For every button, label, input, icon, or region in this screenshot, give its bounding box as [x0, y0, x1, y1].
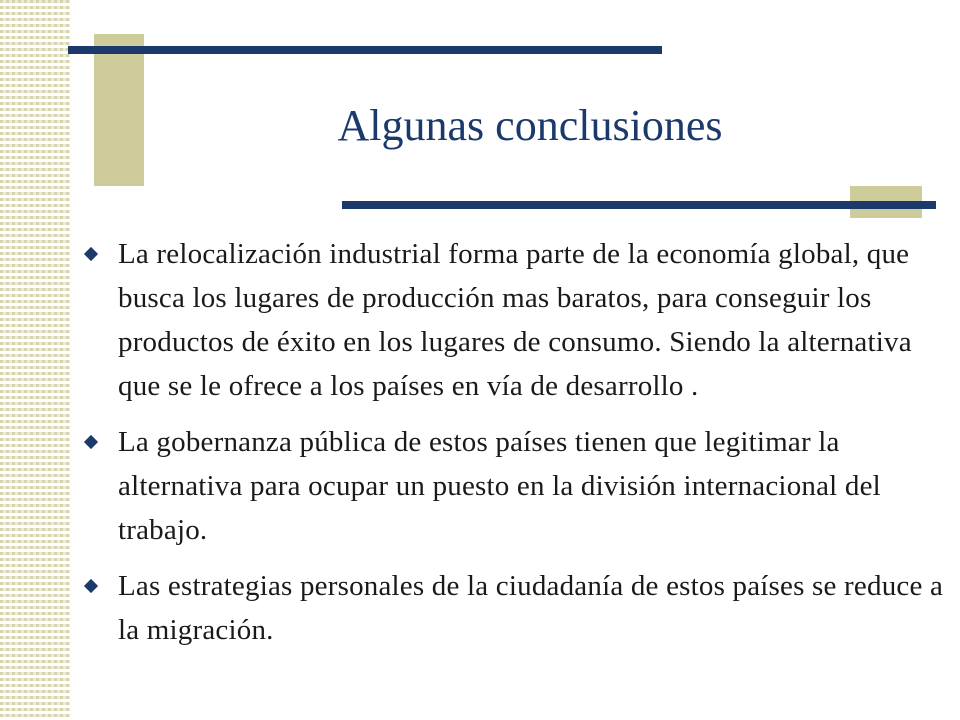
diamond-bullet-icon — [84, 247, 98, 261]
diamond-bullet-icon — [84, 435, 98, 449]
bullet-item — [84, 564, 946, 652]
bullet-item — [84, 420, 946, 552]
bullet-text: La relocalización industrial forma parte de la economía global, que busca los lugares de producción mas baratos, para conseguir los productos de éxito en los lugares de consumo. Siendo la alternativa que se le ofrece a los países en vía de desarrollo . — [118, 238, 912, 402]
bullet-text: Las estrategias personales de la ciudadanía de estos países se reduce a la migración. — [118, 570, 944, 646]
bullet-list — [84, 232, 946, 664]
bullet-text: La gobernanza pública de estos países tienen que legitimar la alternativa para ocupar un puesto en la división internacional del trabajo. — [118, 426, 881, 546]
title-rule-top — [68, 46, 662, 54]
slide-title: Algunas conclusiones — [337, 101, 723, 150]
title-rule-bottom — [342, 201, 936, 209]
accent-block-top — [94, 34, 144, 186]
diamond-bullet-icon — [84, 579, 98, 593]
bullet-item — [84, 232, 946, 408]
decorative-stripe-band — [0, 0, 70, 720]
